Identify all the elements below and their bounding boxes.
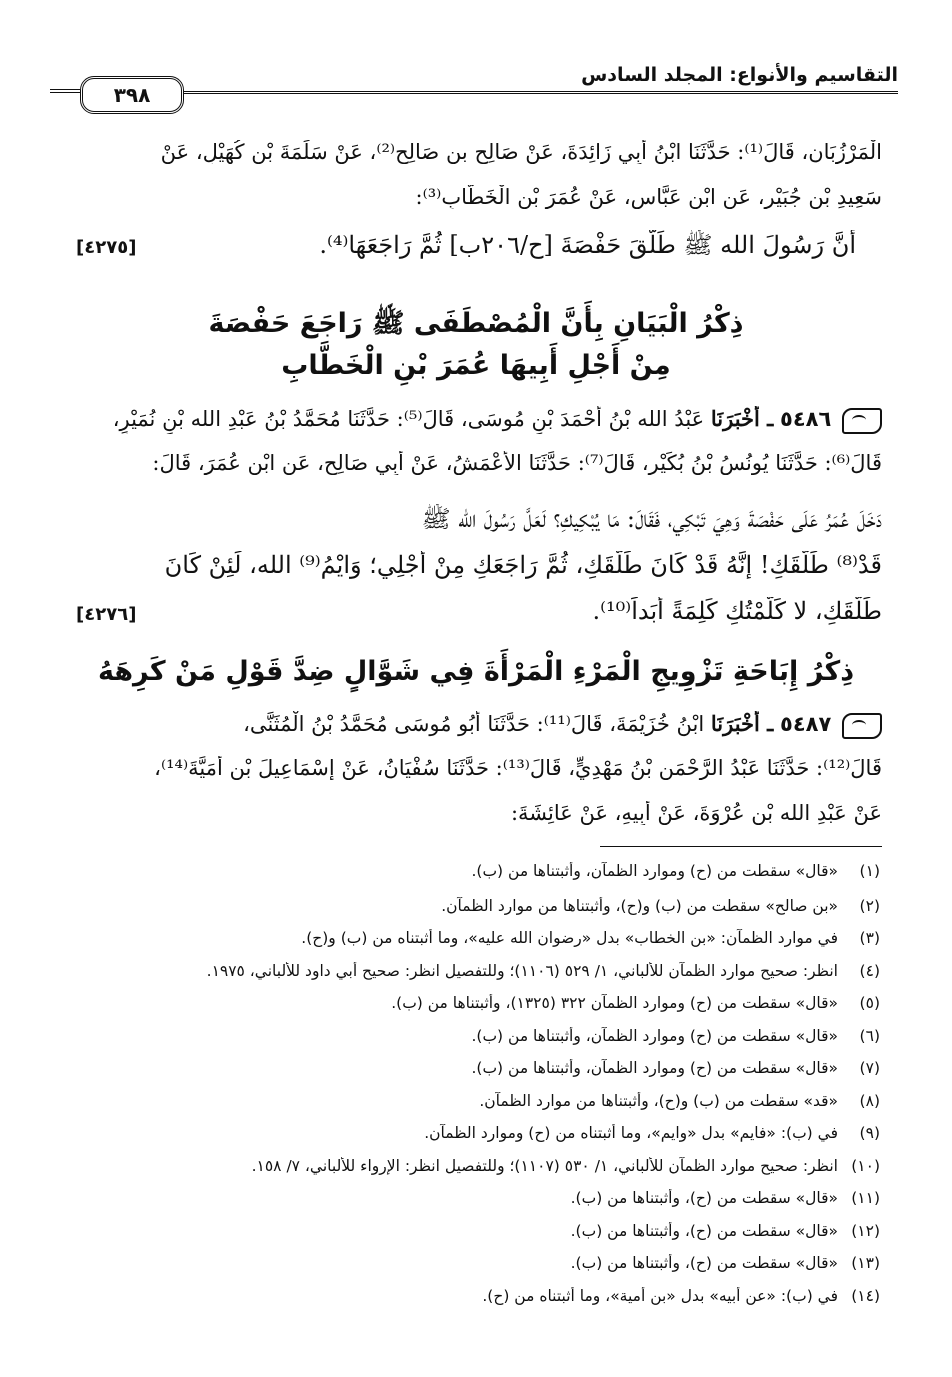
footnote [60, 1157, 880, 1175]
footnote-text: «قال» سقطت من (ح) وموارد الظمآن، وأثبتناها من (ب). [471, 862, 838, 880]
hadith-reference-number: [٤٢٧٥] [76, 237, 137, 258]
footnote [60, 1222, 880, 1240]
page-number: ٣٩٨ [80, 76, 184, 114]
footnote-text: «قال» سقطت من (ح) وموارد الظمآن، وأثبتناها من (ب). [471, 1027, 838, 1045]
footnote-number: (٢) [859, 897, 880, 915]
footnote-text: انظر: صحيح موارد الظمآن للألباني، ١/ ٥٣٠ (١١٠٧)؛ وللتفصيل انظر: الإرواء للألباني، ٧/ ١٥٨. [251, 1157, 838, 1175]
footnote-text: في (ب): «فايم» بدل «وايم»، وما أثبتناه من (ح) وموارد الظمآن. [424, 1124, 838, 1142]
footnote-number: (٣) [859, 929, 880, 947]
footnote-number: (١) [859, 862, 880, 880]
hadith-marker-icon [842, 713, 882, 739]
text-line: قَالَ⁽⁶⁾: حَدَّثَنَا يُونُسُ بْنُ بُكَيْرٍ، قَالَ⁽⁷⁾: حَدَّثَنَا الأَعْمَشُ، عَنْ أَبِي صَالِحٍ، عَنِ ابْنِ عُمَرَ، قَالَ: [152, 451, 882, 475]
footnote [60, 994, 880, 1012]
hadith-opening-line [70, 711, 882, 739]
hadith-marker-icon [842, 408, 882, 434]
hadith-reference-number: [٤٢٧٦] [76, 604, 137, 625]
section-heading: ذِكْرُ الْبَيَانِ بِأَنَّ الْمُصْطَفَى ﷺ رَاجَعَ حَفْصَةَ [208, 308, 744, 339]
isnad-text: ابْنُ خُزَيْمَةَ، قَالَ⁽¹¹⁾: حَدَّثَنَا أَبُو مُوسَى مُحَمَّدُ بْنُ الْمُثَنَّى، [243, 712, 705, 736]
matn-line: أَنَّ رَسُولَ الله ﷺ طَلَّقَ حَفْصَةَ [ح/٢٠٦ب] ثُمَّ رَاجَعَهَا⁽⁴⁾. [319, 231, 856, 259]
section-heading: ذِكْرُ إِبَاحَةِ تَزْوِيجِ الْمَرْءِ الْمَرْأَةَ فِي شَوَّالٍ ضِدَّ قَوْلِ مَنْ كَرِهَهُ [97, 656, 855, 687]
hadith-number: ٥٤٨٦ [780, 407, 832, 431]
footnote-number: (٦) [859, 1027, 880, 1045]
footnote-text: «قال» سقطت من (ح) وموارد الظمآن ٣٢٢ (١٣٢٥)، وأثبتناها من (ب). [391, 994, 838, 1012]
footnote [60, 1287, 880, 1305]
footnote-number: (٤) [859, 962, 880, 980]
footnote [60, 1092, 880, 1110]
hadith-opening-line [70, 406, 882, 434]
akhbarana-label: ـ أَخْبَرَنَا [710, 406, 774, 431]
text-line: عَنْ عَبْدِ الله بْنِ عُرْوَةَ، عَنْ أَبِيهِ، عَنْ عَائِشَةَ: [510, 801, 882, 825]
footnote-text: «قال» سقطت من (ح)، وأثبتناها من (ب). [570, 1222, 838, 1240]
footnote-text: «قال» سقطت من (ح)، وأثبتناها من (ب). [570, 1189, 838, 1207]
footnote-number: (١٠) [851, 1157, 880, 1175]
page-header [50, 58, 898, 112]
footnote [60, 1059, 880, 1077]
matn-line: طَلَّقَكِ، لا كَلَّمْتُكِ كَلِمَةً أَبَداً⁽¹⁰⁾. [592, 597, 882, 625]
footnote-number: (١٣) [851, 1254, 880, 1272]
footnote [60, 1254, 880, 1272]
footnote [60, 1027, 880, 1045]
footnote-number: (١١) [851, 1189, 880, 1207]
footnote-separator [600, 846, 882, 847]
footnote [60, 1189, 880, 1207]
footnote [60, 962, 880, 980]
footnote [60, 897, 880, 915]
footnote-number: (١٢) [851, 1222, 880, 1240]
running-title: التقاسيم والأنواع: المجلد السادس [581, 64, 898, 86]
footnote-number: (٧) [859, 1059, 880, 1077]
header-rule-left [50, 89, 80, 93]
footnote [60, 862, 880, 880]
isnad-text: عَبْدُ الله بْنُ أَحْمَدَ بْنِ مُوسَى، قَالَ⁽⁵⁾: حَدَّثَنَا مُحَمَّدُ بْنُ عَبْدِ الله بْنِ نُمَيْرٍ، [112, 407, 705, 431]
footnote-number: (١٤) [851, 1287, 880, 1305]
footnote-text: «قال» سقطت من (ح)، وأثبتناها من (ب). [570, 1254, 838, 1272]
text-line: سَعِيدِ بْنِ جُبَيْرٍ، عَنِ ابْنِ عَبَّاسٍ، عَنْ عُمَرَ بْنِ الْخَطَّابِ⁽³⁾: [415, 185, 882, 209]
matn-line: قَدْ⁽⁸⁾ طَلَّقَكِ! إِنَّهُ قَدْ كَانَ طَلَّقَكِ، ثُمَّ رَاجَعَكِ مِنْ أَجْلِي؛ وَايْمُ⁽⁹⁾ الله، لَئِنْ كَانَ [164, 551, 882, 579]
footnote [60, 929, 880, 947]
header-rule-right [178, 91, 898, 94]
footnote-text: في (ب): «عن أبيه» بدل «بن أمية»، وما أثبتناه من (ح). [482, 1287, 838, 1305]
text-line: الْمَرْزُبَانِ، قَالَ⁽¹⁾: حَدَّثَنَا ابْنُ أَبِي زَائِدَةَ، عَنْ صَالِحِ بن صَالِحٍ⁽²⁾، عَنْ سَلَمَةَ بْنِ كُهَيْلٍ، عَنْ [160, 140, 882, 164]
footnote-text: انظر: صحيح موارد الظمآن للألباني، ١/ ٥٢٩ (١١٠٦)؛ وللتفصيل انظر: صحيح أبي داود للألباني، ١٩٧٥. [206, 962, 838, 980]
matn-line: دَخَلَ عُمَرُ عَلَى حَفْصَةَ وَهِيَ تَبْكِي، فَقَالَ: مَا يُبْكِيكِ؟ لَعَلَّ رَسُولَ الله ﷺ [421, 505, 882, 533]
hadith-number: ٥٤٨٧ [780, 712, 832, 736]
footnote [60, 1124, 880, 1142]
section-heading: مِنْ أَجْلِ أَبِيهَا عُمَرَ بْنِ الْخَطَّابِ [281, 350, 671, 381]
footnote-number: (٩) [859, 1124, 880, 1142]
akhbarana-label: ـ أَخْبَرَنَا [710, 711, 774, 736]
footnote-text: «قال» سقطت من (ح) وموارد الظمآن، وأثبتناها من (ب). [471, 1059, 838, 1077]
footnote-text: في موارد الظمآن: «بن الخطاب» بدل «رضوان الله عليه»، وما أثبتناه من (ب) و(ح). [301, 929, 838, 947]
footnote-number: (٨) [859, 1092, 880, 1110]
text-line: قَالَ⁽¹²⁾: حَدَّثَنَا عَبْدُ الرَّحْمَنِ بْنُ مَهْدِيٍّ، قَالَ⁽¹³⁾: حَدَّثَنَا سُفْيَانُ، عَنْ إِسْمَاعِيلَ بْنِ أُمَيَّةَ⁽¹⁴⁾، [154, 756, 882, 780]
footnote-text: «قد» سقطت من (ب) و(ح)، وأثبتناها من موارد الظمآن. [479, 1092, 838, 1110]
footnote-text: «بن صالح» سقطت من (ب) و(ح)، وأثبتناها من موارد الظمآن. [441, 897, 838, 915]
footnote-number: (٥) [859, 994, 880, 1012]
